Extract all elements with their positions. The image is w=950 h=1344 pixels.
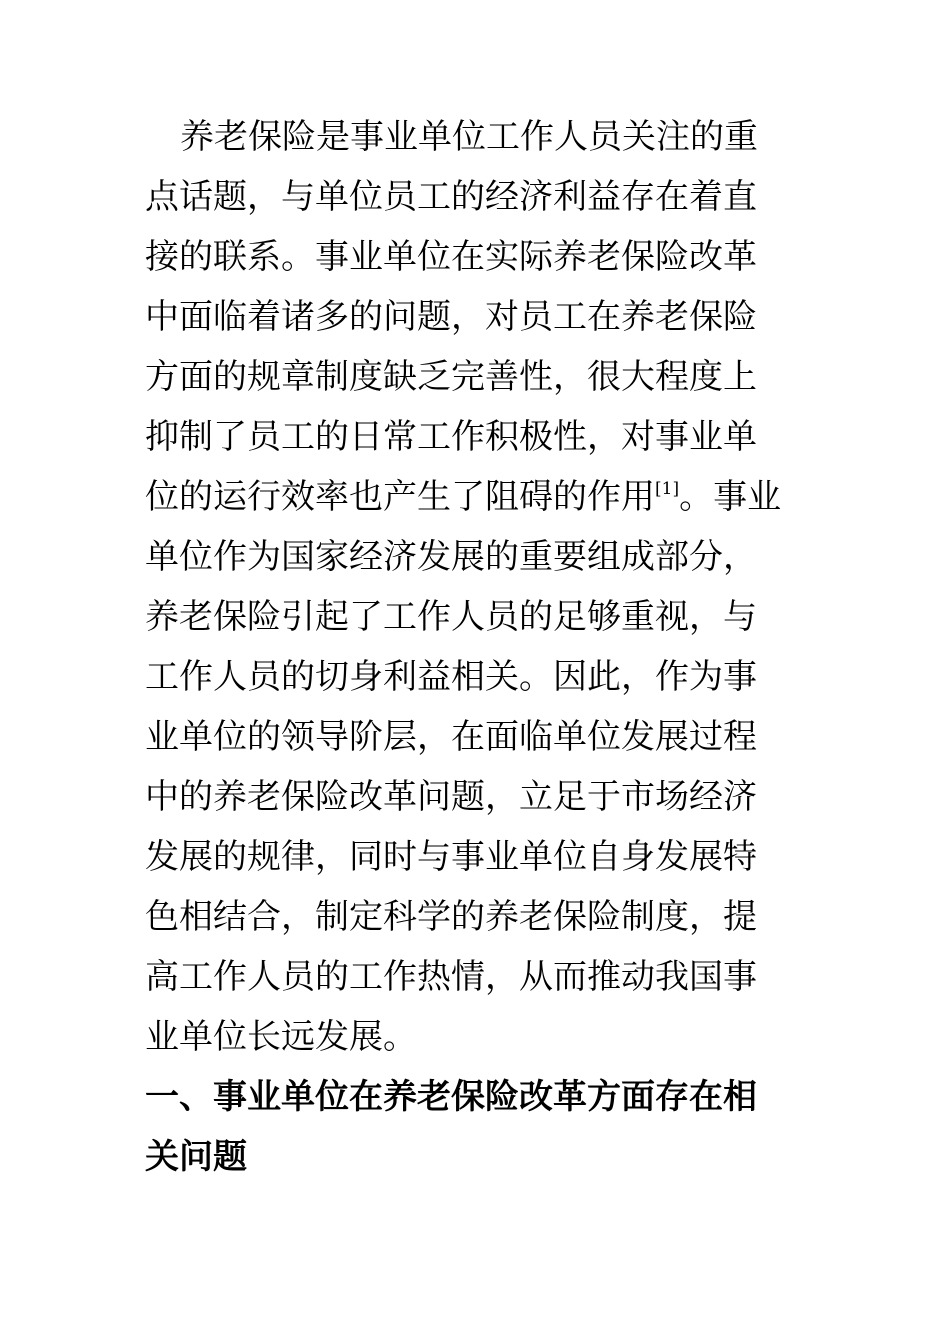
paragraph-line-15: 高工作人员的工作热情，从而推动我国事 [145,957,757,997]
section-heading-line-1: 一、事业单位在养老保险改革方面存在相 [145,1077,757,1117]
paragraph-line-7 [145,477,781,517]
paragraph-line-5: 方面的规章制度缺乏完善性，很大程度上 [145,357,757,397]
paragraph-line-11: 业单位的领导阶层，在面临单位发展过程 [145,717,757,757]
paragraph-line-6: 抑制了员工的日常工作积极性，对事业单 [145,417,757,457]
paragraph-line-8: 单位作为国家经济发展的重要组成部分， [145,537,757,577]
paragraph-line-4: 中面临着诸多的问题，对员工在养老保险 [145,297,757,337]
paragraph-line-7-tail: 。事业 [679,477,782,517]
paragraph-line-3: 接的联系。事业单位在实际养老保险改革 [145,237,757,277]
section-heading-line-2: 关问题 [145,1137,247,1177]
paragraph-line-1: 养老保险是事业单位工作人员关注的重 [180,117,758,157]
paragraph-line-9: 养老保险引起了工作人员的足够重视，与 [145,597,757,637]
citation-marker: [1] [655,479,680,499]
paragraph-line-13: 发展的规律，同时与事业单位自身发展特 [145,837,757,877]
paragraph-line-10: 工作人员的切身利益相关。因此，作为事 [145,657,757,697]
paragraph-line-16: 业单位长远发展。 [145,1017,417,1057]
paragraph-line-7-text: 位的运行效率也产生了阻碍的作用 [145,477,655,517]
paragraph-line-12: 中的养老保险改革问题，立足于市场经济 [145,777,757,817]
paragraph-line-14: 色相结合，制定科学的养老保险制度，提 [145,897,757,937]
paragraph-line-2: 点话题，与单位员工的经济利益存在着直 [145,177,757,217]
